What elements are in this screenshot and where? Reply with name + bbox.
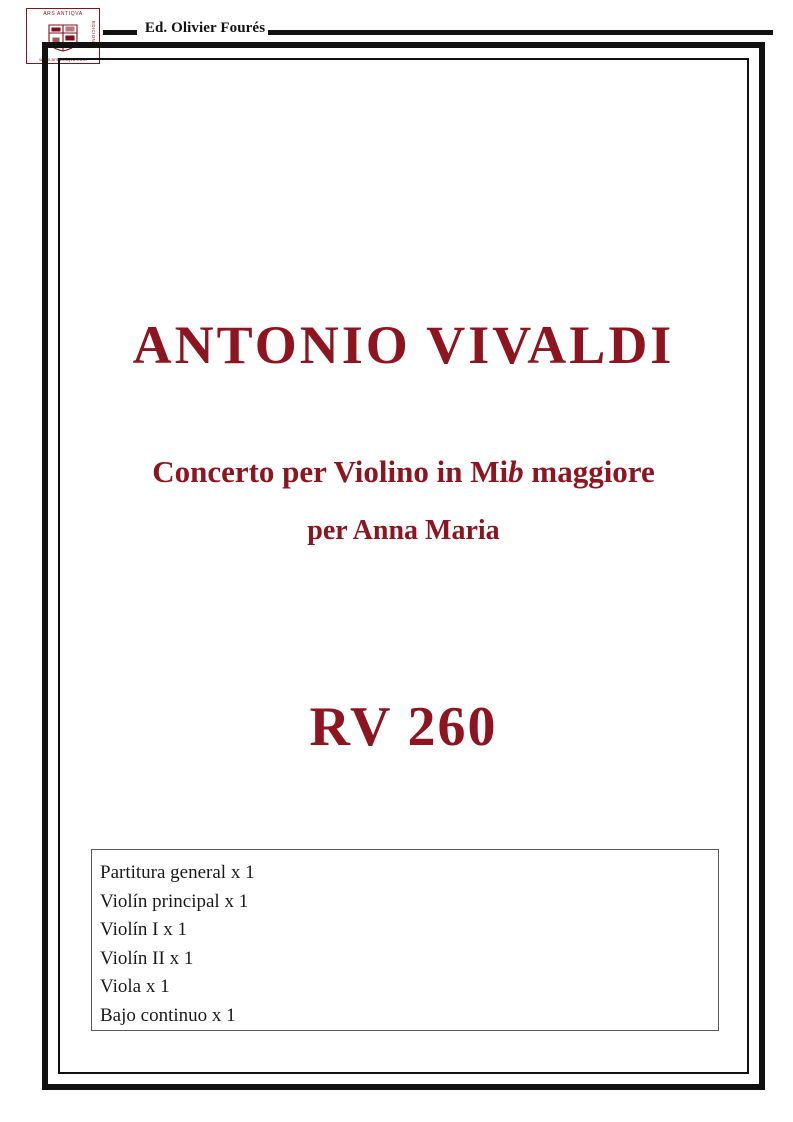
list-item: Partitura general x 1 xyxy=(100,862,255,883)
work-title-suffix: maggiore xyxy=(531,454,655,489)
list-item: Violín II x 1 xyxy=(100,947,194,969)
list-item: Violín I x 1 xyxy=(100,919,187,940)
publisher-name: ARS ANTIQVA xyxy=(43,11,83,17)
work-title xyxy=(58,456,749,487)
work-title-prefix: Concerto per Violino in Mi xyxy=(152,454,509,489)
editor-rule-left xyxy=(103,30,137,35)
list-item: Viola x 1 xyxy=(100,976,170,997)
parts-list xyxy=(91,849,719,1031)
list-item: Bajo continuo x 1 xyxy=(100,1004,236,1026)
publisher-imprint-label: EDICIONES xyxy=(91,21,96,49)
list-item: Violín principal x 1 xyxy=(100,890,249,912)
work-subtitle: per Anna Maria xyxy=(307,515,500,546)
editor-rule-right xyxy=(268,30,773,35)
flat-accidental-icon: b xyxy=(508,454,524,489)
composer-name: ANTONIO VIVALDI xyxy=(132,315,675,375)
editor-credit: Ed. Olivier Fourés xyxy=(144,20,266,36)
catalog-number: RV 260 xyxy=(309,696,498,758)
publisher-url: www.arsantiqva.com xyxy=(39,57,87,62)
